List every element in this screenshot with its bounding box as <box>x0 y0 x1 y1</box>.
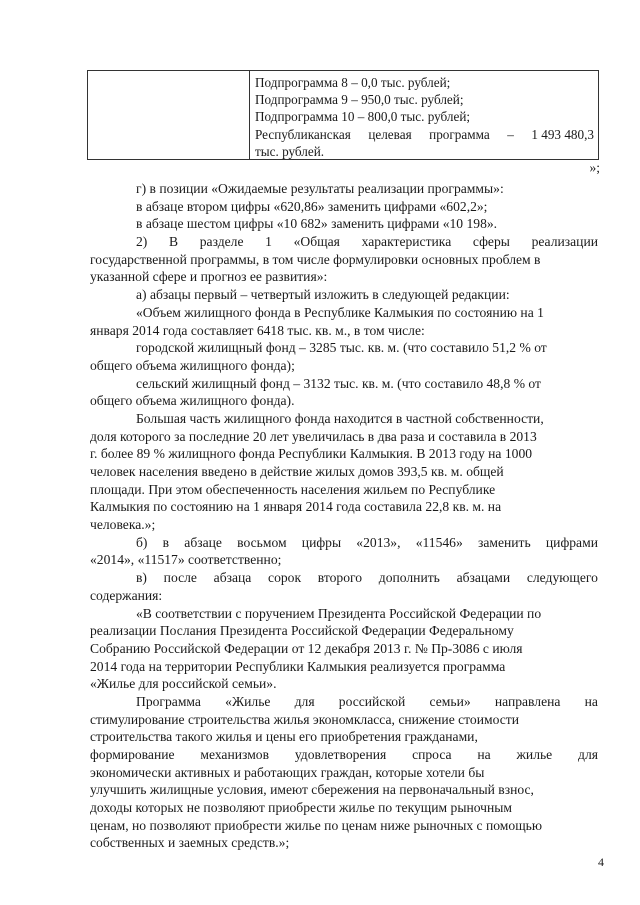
closing-quote: »; <box>589 160 600 175</box>
text-line: общего объема жилищного фонда); <box>90 357 295 373</box>
word: направлена <box>494 693 561 709</box>
text-line: общего объема жилищного фонда). <box>90 393 295 409</box>
text-line-justified <box>90 233 598 251</box>
word: программа <box>429 126 490 142</box>
table-cell-funding <box>255 74 594 160</box>
word: цифры <box>301 534 342 550</box>
word: б) <box>136 534 148 550</box>
text-line: г. более 89 % жилищного фонда Республики Калмыкия. В 2013 году на 1000 <box>90 446 533 462</box>
text-line: реализации Послания Президента Российской Федерации Федеральному <box>90 623 514 639</box>
text-line: 2014 года на территории Республики Калмыкия реализуется программа <box>90 658 506 674</box>
word: характеристика <box>361 234 452 250</box>
word: спроса <box>412 747 452 762</box>
word: для <box>294 693 315 709</box>
text-line: содержания: <box>90 587 163 603</box>
table-line: тыс. рублей. <box>255 143 325 159</box>
text-line: «Объем жилищного фонда в Республике Калмыкия по состоянию на 1 <box>136 304 544 320</box>
text-line-justified <box>90 746 598 764</box>
text-line: человека.»; <box>90 517 156 533</box>
page-number: 4 <box>598 855 604 869</box>
word: В <box>169 234 179 250</box>
text-line: «В соответствии с поручением Президента Российской Федерации по <box>136 605 542 621</box>
word: восьмом <box>237 534 287 550</box>
word: в <box>162 534 170 550</box>
document-body <box>90 180 598 852</box>
word: на <box>477 747 491 762</box>
text-line: «2014», «11517» соответственно; <box>90 552 282 568</box>
text-line: доходы которых не позволяют приобрести жилье по текущим рыночным <box>90 800 513 816</box>
word: механизмов <box>200 747 270 762</box>
word: после <box>163 570 197 586</box>
text-line: Калмыкия по состоянию на 1 января 2014 года составила 22,8 кв. м. на <box>90 499 502 515</box>
text-line: Большая часть жилищного фонда находится в частной собственности, <box>136 410 544 426</box>
word: «Жилье <box>225 693 271 709</box>
text-line: ценам, но позволяют приобрести жилье по ценам ниже рыночных с помощью <box>90 817 543 833</box>
word: разделе <box>199 234 244 250</box>
word: Республиканская <box>255 126 351 142</box>
word: второго <box>317 570 363 586</box>
word: – <box>507 126 514 142</box>
word: заменить <box>477 534 531 550</box>
word: абзацами <box>456 570 511 586</box>
word: российской <box>338 693 406 709</box>
text-line: человек населения введено в действие жилых домов 393,5 кв. м. общей <box>90 464 504 479</box>
word: Программа <box>136 693 201 709</box>
word: жилье <box>516 747 553 762</box>
text-line: экономически активных и работающих граждан, которые хотели бы <box>90 764 485 780</box>
text-line: улучшить жилищные условия, имеют сбережения на первоначальный взнос, <box>90 782 534 798</box>
text-line: доля которого за последние 20 лет увеличилась в два раза и составила в 2013 <box>90 428 537 444</box>
text-line: января 2014 года составляет 6418 тыс. кв. м., в том числе: <box>90 322 425 338</box>
word: сорок <box>268 570 302 586</box>
word: 2) <box>136 234 148 250</box>
text-line: г) в позиции «Ожидаемые результаты реализации программы»: <box>136 181 504 196</box>
text-line: а) абзацы первый – четвертый изложить в следующей редакции: <box>136 287 510 303</box>
word: формирование <box>90 747 175 762</box>
table-line-justified <box>255 126 594 143</box>
word: «2013», <box>356 534 401 550</box>
word: 1 493 480,3 <box>531 126 594 142</box>
text-line: собственных и заемных средств.»; <box>90 835 290 851</box>
text-line: указанной сфере и прогноз ее развития»: <box>90 269 328 285</box>
text-line: городской жилищный фонд – 3285 тыс. кв. м. (что составило 51,2 % от <box>136 340 547 356</box>
text-line: в абзаце втором цифры «620,86» заменить цифрами «602,2»; <box>136 198 488 214</box>
word: дополнить <box>378 570 440 586</box>
word: следующего <box>526 570 598 586</box>
funding-table <box>87 70 599 160</box>
text-line: сельский жилищный фонд – 3132 тыс. кв. м. (что составило 48,8 % от <box>136 375 541 391</box>
word: 1 <box>265 234 272 250</box>
text-line: «Жилье для российской семьи». <box>90 676 277 692</box>
word: на <box>584 693 598 709</box>
text-line: Собранию Российской Федерации от 12 декабря 2013 г. № Пр-3086 с июля <box>90 640 523 656</box>
table-column-divider <box>249 71 250 159</box>
text-line-justified <box>90 693 598 711</box>
table-line: Подпрограмма 10 – 800,0 тыс. рублей; <box>255 109 471 125</box>
text-line-justified <box>90 569 598 587</box>
word: целевая <box>368 126 412 142</box>
text-line: в абзаце шестом цифры «10 682» заменить цифрами «10 198». <box>136 216 498 232</box>
table-line: Подпрограмма 9 – 950,0 тыс. рублей; <box>255 92 464 108</box>
text-line: государственной программы, в том числе формулировки основных проблем в <box>90 251 541 267</box>
text-line: площади. При этом обеспеченность населения жильем по Республике <box>90 481 496 497</box>
word: «11546» <box>415 534 463 550</box>
word: удовлетворения <box>294 747 387 762</box>
word: абзаце <box>184 534 222 550</box>
word: реализации <box>531 234 598 250</box>
word: «Общая <box>293 234 340 250</box>
word: цифрами <box>545 534 598 550</box>
table-line: Подпрограмма 8 – 0,0 тыс. рублей; <box>255 75 451 90</box>
text-line: стимулирование строительства жилья экономкласса, снижение стоимости <box>90 711 519 727</box>
word: абзаца <box>213 570 252 586</box>
text-line: строительства такого жилья и цены его приобретения гражданами, <box>90 729 478 745</box>
word: сферы <box>472 234 510 250</box>
text-line-justified <box>90 534 598 552</box>
word: в) <box>136 570 147 586</box>
word: семьи» <box>429 693 471 709</box>
word: для <box>578 747 598 762</box>
